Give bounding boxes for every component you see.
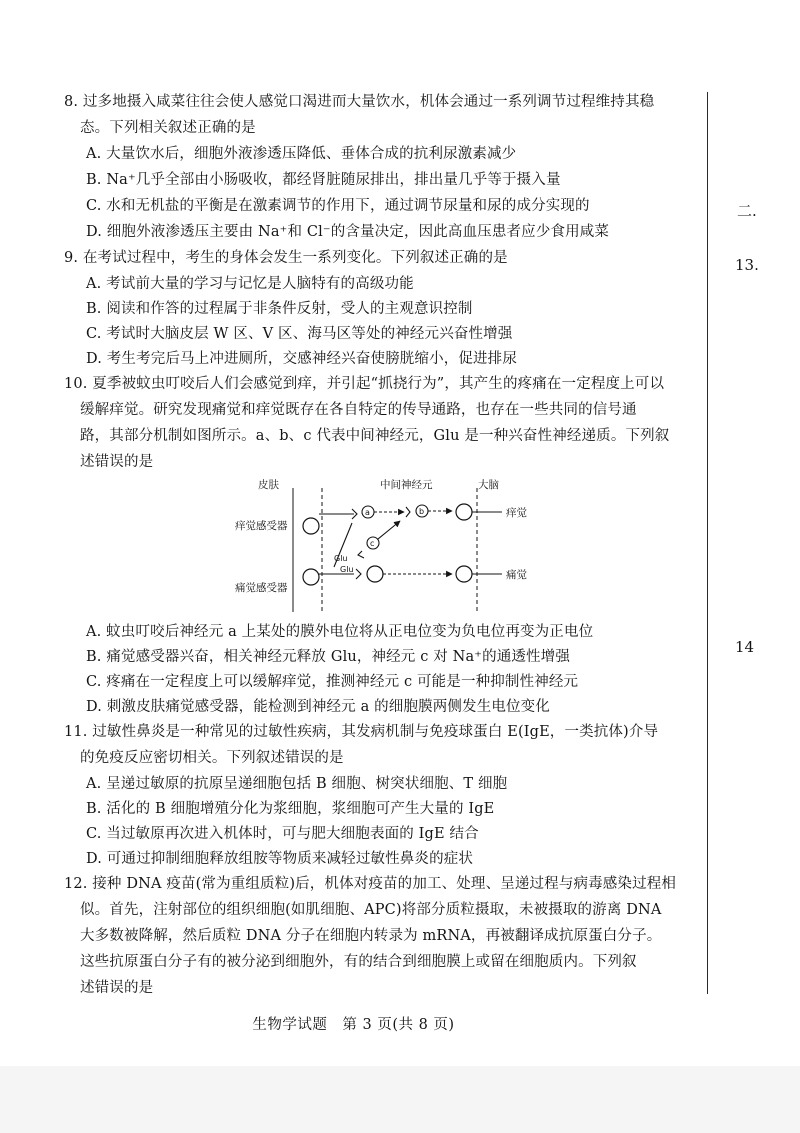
glu-label-2: Glu — [340, 565, 354, 574]
neuron-c-label: c — [370, 539, 375, 548]
pain-receptor-cell — [303, 569, 319, 585]
question-8-option-c: C. 水和无机盐的平衡是在激素调节的作用下，通过调节尿量和尿的成分实现的 — [86, 198, 590, 214]
question-11-stem-line-1: 11. 过敏性鼻炎是一种常见的过敏性疾病，其发病机制与免疫球蛋白 E(IgE，一类抗体)介导 — [64, 724, 659, 740]
question-12-stem-line-5: 述错误的是 — [80, 980, 154, 996]
pain-interneuron — [367, 566, 383, 582]
interneuron-label: 中间神经元 — [380, 479, 433, 491]
question-10-stem-line-3: 路，其部分机制如图所示。a、b、c 代表中间神经元，Glu 是一种兴奋性神经递质。下列叙 — [80, 428, 670, 444]
question-10-stem-line-1: 10. 夏季被蚊虫叮咬后人们会感觉到痒，并引起“抓挠行为”，其产生的疼痛在一定程度上可以 — [64, 376, 665, 392]
question-11-option-c: C. 当过敏原再次进入机体时，可与肥大细胞表面的 IgE 结合 — [86, 826, 479, 842]
question-12-stem-line-1: 12. 接种 DNA 疫苗(常为重组质粒)后，机体对疫苗的加工、处理、呈递过程与病毒感染过程相 — [64, 876, 677, 892]
neuron-b-label: b — [419, 507, 425, 516]
question-9-option-a: A. 考试前大量的学习与记忆是人脑特有的高级功能 — [86, 276, 414, 292]
pain-synapse-1 — [356, 569, 361, 579]
neuron-c-to-pathway — [378, 521, 400, 539]
margin-question-13: 13. — [735, 256, 759, 274]
itch-sensation-label: 痒觉 — [506, 507, 527, 519]
question-8-stem-line-2: 态。下列相关叙述正确的是 — [80, 120, 256, 136]
itch-receptor-label: 痒觉感受器 — [235, 520, 288, 532]
pain-sensation-label: 痛觉 — [506, 569, 527, 581]
page-footer: 生物学试题 第 3 页(共 8 页) — [252, 1017, 455, 1033]
question-10-stem-line-2: 缓解痒觉。研究发现痛觉和痒觉既存在各自特定的传导通路，也存在一些共同的信号通 — [80, 402, 637, 418]
itch-synapse-2 — [406, 507, 410, 517]
scan-bottom-margin — [0, 1066, 800, 1133]
itch-brain-neuron — [456, 504, 472, 520]
question-9-option-c: C. 考试时大脑皮层 W 区、V 区、海马区等处的神经元兴奋性增强 — [86, 326, 513, 342]
neuron-a-label: a — [365, 508, 370, 517]
question-11-option-b: B. 活化的 B 细胞增殖分化为浆细胞，浆细胞可产生大量的 IgE — [86, 801, 495, 817]
question-11-option-d: D. 可通过抑制细胞释放组胺等物质来减轻过敏性鼻炎的症状 — [86, 851, 474, 867]
neural-pathway-diagram — [230, 474, 560, 620]
itch-receptor-cell — [303, 518, 319, 534]
question-8-option-a: A. 大量饮水后，细胞外液渗透压降低、垂体合成的抗利尿激素减少 — [86, 146, 517, 162]
question-10-option-c: C. 疼痛在一定程度上可以缓解痒觉，推测神经元 c 可能是一种抑制性神经元 — [86, 674, 579, 690]
question-11-stem-line-2: 的免疫反应密切相关。下列叙述错误的是 — [80, 750, 344, 766]
margin-section-mark: 二. — [737, 202, 757, 220]
question-8-option-b: B. Na⁺几乎全部由小肠吸收，都经肾脏随尿排出，排出量几乎等于摄入量 — [86, 172, 561, 188]
question-8-stem-line-1: 8. 过多地摄入咸菜往往会使人感觉口渴进而大量饮水，机体会通过一系列调节过程维持其稳 — [64, 94, 655, 110]
question-10-option-d: D. 刺激皮肤痛觉感受器，能检测到神经元 a 的细胞膜两侧发生电位变化 — [86, 699, 550, 715]
brain-label: 大脑 — [478, 479, 499, 491]
question-10-option-b: B. 痛觉感受器兴奋，相关神经元释放 Glu，神经元 c 对 Na⁺的通透性增强 — [86, 649, 570, 665]
question-12-stem-line-2: 似。首先，注射部位的组织细胞(如肌细胞、APC)将部分质粒摄取，未被摄取的游离 DNA — [80, 902, 662, 918]
question-12-stem-line-3: 大多数被降解，然后质粒 DNA 分子在细胞内转录为 mRNA，再被翻译成抗原蛋白分子。 — [80, 928, 662, 944]
question-11-option-a: A. 呈递过敏原的抗原呈递细胞包括 B 细胞、树突状细胞、T 细胞 — [86, 776, 508, 792]
pain-receptor-label: 痛觉感受器 — [235, 582, 288, 594]
neuron-c-synapse — [358, 551, 364, 558]
margin-question-14: 14 — [735, 638, 755, 656]
question-12-stem-line-4: 这些抗原蛋白分子有的被分泌到细胞外，有的结合到细胞膜上或留在细胞质内。下列叙 — [80, 954, 637, 970]
margin-rule — [707, 92, 708, 994]
question-10-option-a: A. 蚊虫叮咬后神经元 a 上某处的膜外电位将从正电位变为负电位再变为正电位 — [86, 624, 594, 640]
question-8-option-d: D. 细胞外液渗透压主要由 Na⁺和 Cl⁻的含量决定，因此高血压患者应少食用咸菜 — [86, 224, 610, 240]
question-9-option-d: D. 考生考完后马上冲进厕所，交感神经兴奋使膀胱缩小，促进排尿 — [86, 351, 517, 367]
glu-label-1: Glu — [334, 554, 348, 563]
skin-label: 皮肤 — [258, 479, 279, 491]
question-9-stem-line-1: 9. 在考试过程中，考生的身体会发生一系列变化。下列叙述正确的是 — [64, 250, 508, 266]
question-9-option-b: B. 阅读和作答的过程属于非条件反射，受人的主观意识控制 — [86, 301, 473, 317]
pain-brain-neuron — [456, 566, 472, 582]
question-10-stem-line-4: 述错误的是 — [80, 454, 154, 470]
